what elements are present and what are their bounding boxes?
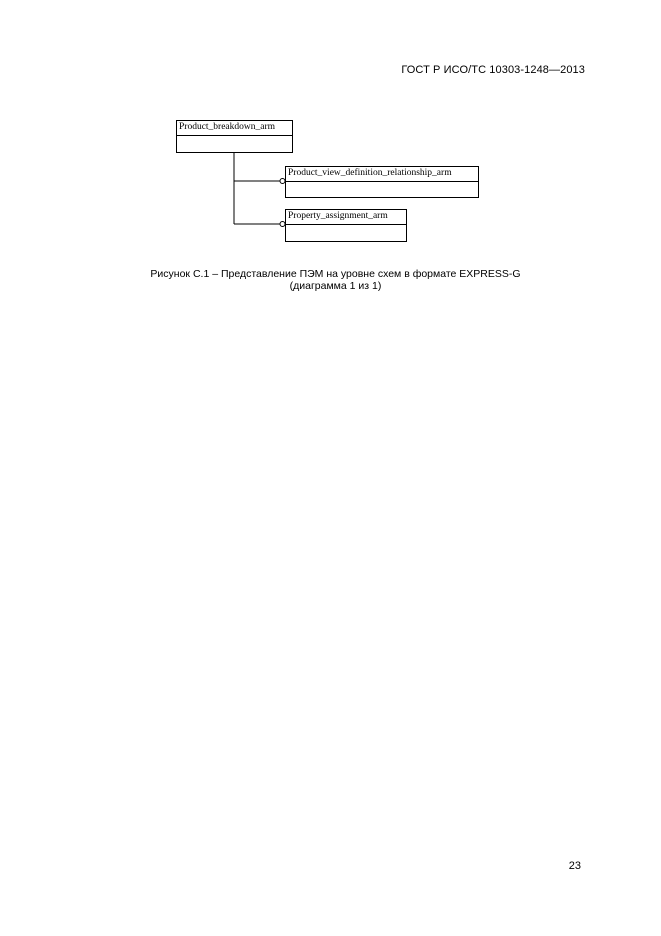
entity-name: Product_breakdown_arm <box>177 121 292 136</box>
figure-caption <box>0 268 661 292</box>
entity-product-breakdown <box>176 120 293 153</box>
entity-name: Property_assignment_arm <box>286 210 406 225</box>
entity-product-view-definition-relationship <box>285 166 479 198</box>
caption-line-1: Рисунок С.1 – Представление ПЭМ на уровне схем в формате EXPRESS-G <box>150 268 521 280</box>
entity-name: Product_view_definition_relationship_arm <box>286 167 478 182</box>
document-header: ГОСТ Р ИСО/ТС 10303-1248—2013 <box>401 64 585 76</box>
page-number: 23 <box>568 860 581 872</box>
caption-line-2: (диаграмма 1 из 1) <box>289 280 382 292</box>
entity-property-assignment <box>285 209 407 242</box>
